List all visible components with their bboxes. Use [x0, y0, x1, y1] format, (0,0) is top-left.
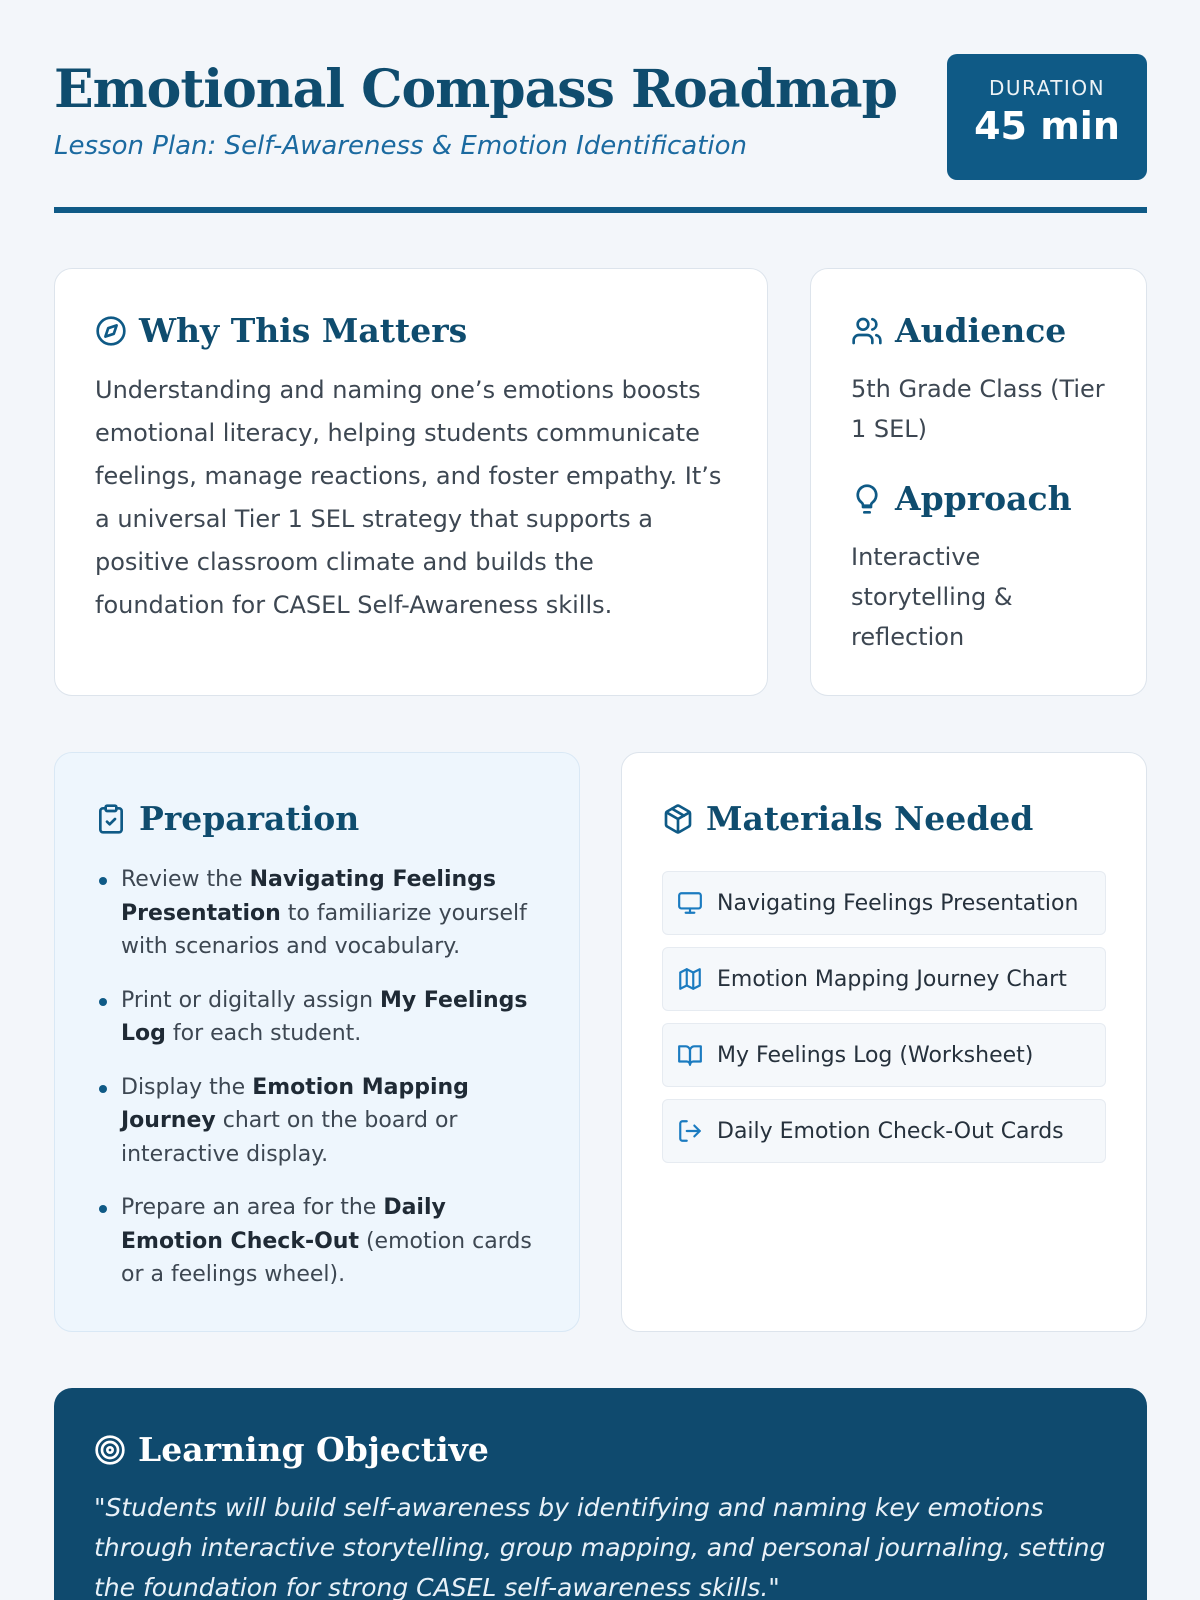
list-item: Review the Navigating Feelings Presentation to familiarize yourself with scenarios and vocabulary. [95, 863, 539, 964]
approach-heading [851, 477, 1106, 521]
map-icon [677, 966, 703, 992]
objective-quote: "Students will build self-awareness by identifying and naming key emotions through interactive storytelling, group mapping, and personal journaling, setting the foundation for strong CASEL self-awareness skills." [94, 1493, 1106, 1600]
material-item-chart[interactable] [662, 947, 1106, 1011]
approach-text: Interactive storytelling & reflection [851, 543, 1013, 651]
material-item-presentation[interactable] [662, 871, 1106, 935]
why-card [54, 268, 768, 696]
book-open-icon [677, 1042, 703, 1068]
clipboard-check-icon [95, 803, 127, 835]
header-divider [54, 207, 1147, 213]
material-item-cards[interactable] [662, 1099, 1106, 1163]
duration-badge [947, 54, 1147, 180]
materials-card [621, 752, 1147, 1332]
why-text: Understanding and naming one’s emotions boosts emotional literacy, helping students communicate feelings, manage reactions, and foster empathy. It’s a universal Tier 1 SEL strategy that supports a positive classroom climate and builds the foundation for CASEL Self-Awareness skills. [95, 376, 722, 619]
audience-heading [851, 309, 1106, 353]
page-header [54, 54, 1147, 214]
materials-heading [662, 797, 1106, 841]
duration-value: 45 min [974, 104, 1120, 148]
list-item: Display the Emotion Mapping Journey chart on the board or interactive display. [95, 1071, 539, 1172]
log-out-icon [677, 1118, 703, 1144]
target-icon [94, 1434, 126, 1466]
materials-title: Materials Needed [706, 799, 1034, 838]
compass-icon [95, 315, 127, 347]
audience-title: Audience [895, 311, 1067, 350]
audience-card [810, 268, 1147, 696]
why-heading [95, 309, 727, 353]
preparation-title: Preparation [139, 799, 360, 838]
package-icon [662, 803, 694, 835]
objective-card [54, 1388, 1147, 1600]
page-title: Emotional Compass Roadmap [54, 59, 897, 120]
approach-title: Approach [895, 479, 1072, 518]
preparation-heading [95, 797, 539, 841]
lightbulb-icon [851, 483, 883, 515]
monitor-icon [677, 890, 703, 916]
duration-label: DURATION [988, 76, 1106, 100]
list-item: Prepare an area for the Daily Emotion Check-Out (emotion cards or a feelings wheel). [95, 1191, 539, 1292]
material-label: My Feelings Log (Worksheet) [717, 1042, 1034, 1068]
material-label: Navigating Feelings Presentation [717, 890, 1079, 916]
materials-list [662, 871, 1106, 1163]
list-item: Print or digitally assign My Feelings Log for each student. [95, 984, 539, 1051]
page-subtitle: Lesson Plan: Self-Awareness & Emotion Identification [54, 131, 748, 161]
material-label: Emotion Mapping Journey Chart [717, 966, 1067, 992]
objective-heading [94, 1428, 1107, 1472]
preparation-list [95, 863, 539, 1292]
material-item-worksheet[interactable] [662, 1023, 1106, 1087]
objective-title: Learning Objective [138, 1430, 489, 1469]
material-label: Daily Emotion Check-Out Cards [717, 1118, 1064, 1144]
users-icon [851, 315, 883, 347]
why-title: Why This Matters [139, 311, 468, 350]
audience-text: 5th Grade Class (Tier 1 SEL) [851, 375, 1105, 443]
preparation-card [54, 752, 580, 1332]
